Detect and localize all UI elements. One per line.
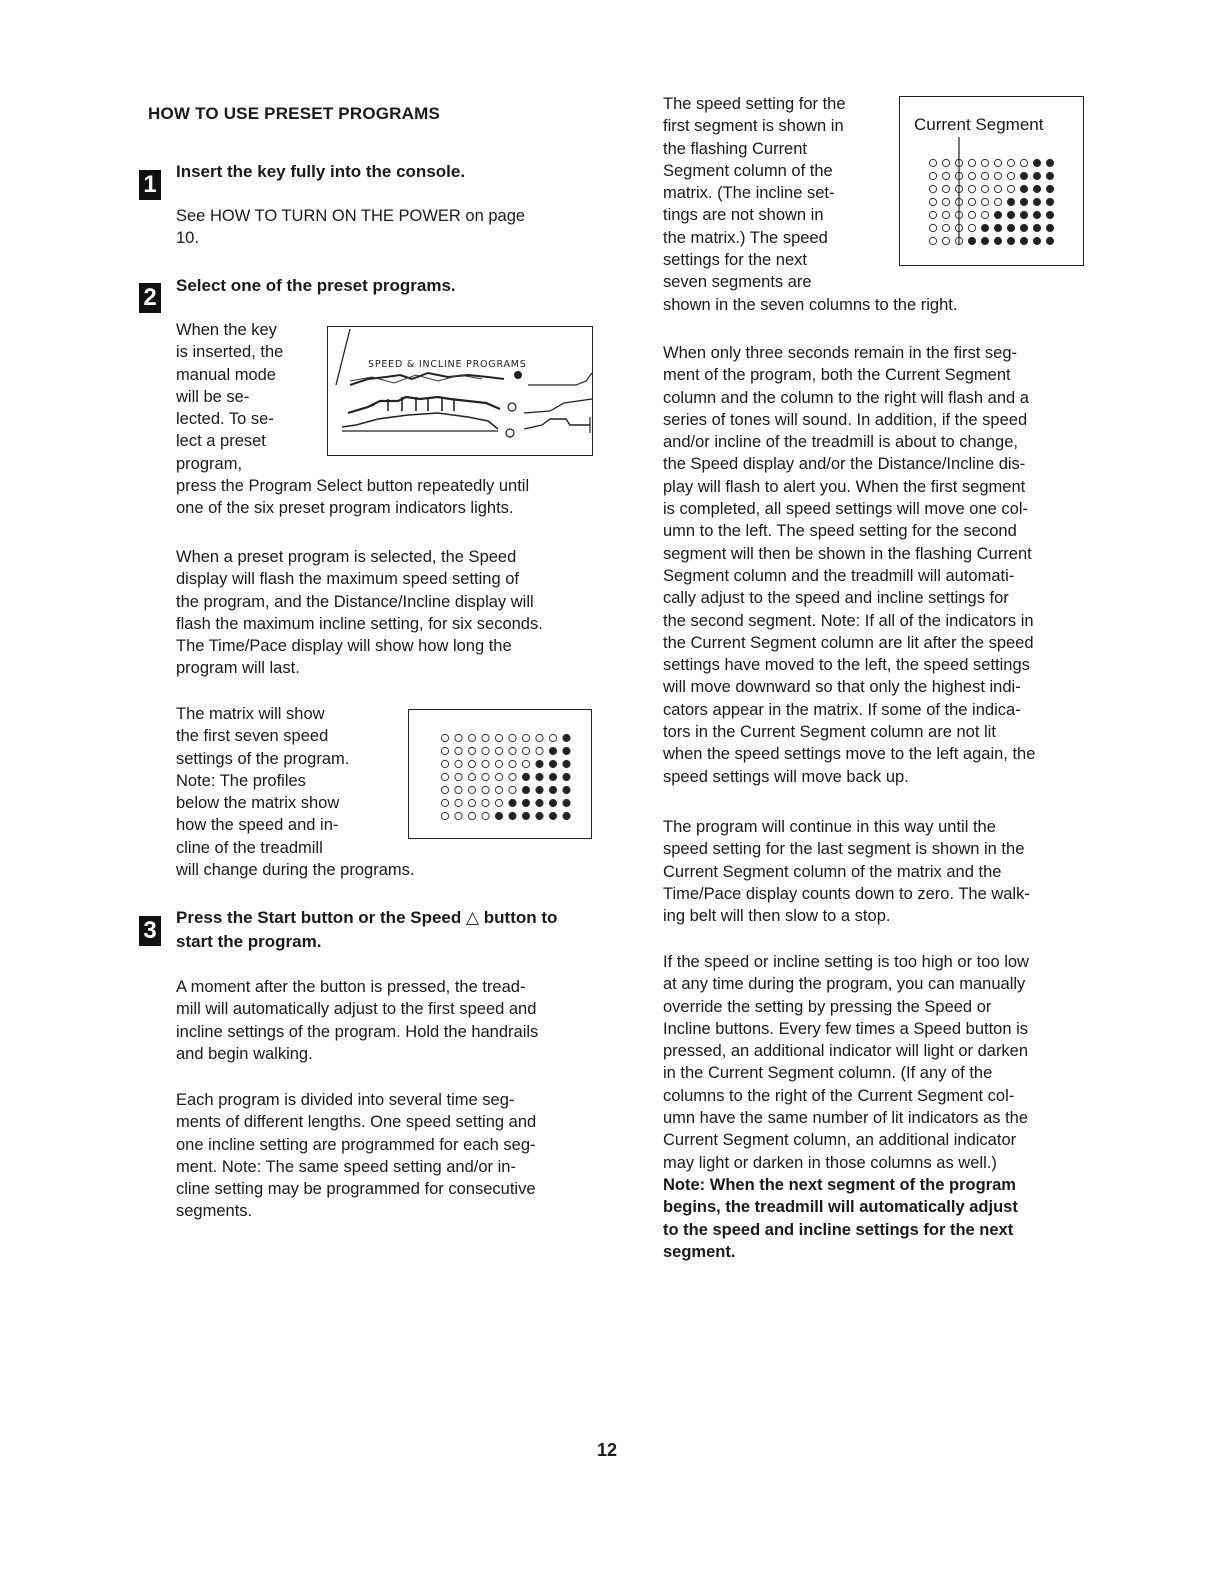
matrix-led-off [942, 224, 949, 231]
matrix-led-off [509, 747, 516, 754]
matrix-led-off [522, 747, 529, 754]
matrix-led-lit [1046, 198, 1053, 205]
matrix-led-off [522, 760, 529, 767]
matrix-led-lit [563, 747, 570, 754]
matrix-led-lit [563, 734, 570, 741]
matrix-led-off [455, 747, 462, 754]
section-title: HOW TO USE PRESET PROGRAMS [148, 104, 441, 123]
matrix-led-off [441, 799, 448, 806]
matrix-led-off [482, 773, 489, 780]
matrix-led-lit [522, 799, 529, 806]
matrix-led-lit [1020, 211, 1027, 218]
matrix-led-lit [1033, 159, 1040, 166]
matrix-led-lit [1033, 172, 1040, 179]
matrix-led-lit [1007, 198, 1014, 205]
matrix-led-off [455, 812, 462, 819]
matrix-led-lit [536, 812, 543, 819]
step-3-number: 3 [139, 916, 161, 946]
matrix-led-off [482, 799, 489, 806]
matrix-led-lit [549, 786, 556, 793]
matrix-led-lit [968, 237, 975, 244]
matrix-led-off [455, 799, 462, 806]
matrix-led-off [509, 734, 516, 741]
matrix-led-off [1007, 159, 1014, 166]
matrix-led-lit [563, 760, 570, 767]
matrix-led-off [495, 773, 502, 780]
matrix-led-lit [495, 812, 502, 819]
matrix-led-off [929, 237, 936, 244]
matrix-led-lit [1046, 237, 1053, 244]
indicator-off-icon [506, 429, 514, 437]
matrix-led-off [929, 185, 936, 192]
matrix-led-lit [1020, 237, 1027, 244]
matrix-led-off [981, 172, 988, 179]
matrix-led-off [968, 172, 975, 179]
matrix-led-lit [549, 799, 556, 806]
matrix-led-off [994, 198, 1001, 205]
matrix-led-off [929, 211, 936, 218]
matrix-led-lit [1020, 172, 1027, 179]
matrix-led-lit [549, 812, 556, 819]
matrix-led-off [981, 211, 988, 218]
matrix-led-off [468, 760, 475, 767]
step-3-title: Press the Start button or the Speed △ button to start the program. [176, 908, 558, 951]
matrix-led-off [522, 734, 529, 741]
page-number: 12 [597, 1440, 618, 1460]
matrix-led-lit [1046, 211, 1053, 218]
matrix-led-off [455, 773, 462, 780]
matrix-led-off [455, 760, 462, 767]
step-1-body: See HOW TO TURN ON THE POWER on page 10. [176, 207, 526, 248]
indicator-light-icon [514, 371, 522, 379]
note-line: segment. [663, 1242, 736, 1261]
matrix-led-lit [1020, 185, 1027, 192]
matrix-led-off [929, 172, 936, 179]
matrix-led-lit [509, 799, 516, 806]
matrix-led-off [441, 760, 448, 767]
matrix-led-off [495, 799, 502, 806]
matrix-led-lit [1007, 237, 1014, 244]
indicator-off-icon [508, 403, 516, 411]
console-panel-illustration [327, 326, 593, 456]
step-1-title: Insert the key fully into the console. [176, 162, 466, 181]
step-2-title: Select one of the preset programs. [176, 276, 456, 295]
matrix-led-lit [1046, 172, 1053, 179]
matrix-led-lit [522, 812, 529, 819]
matrix-led-off [1007, 172, 1014, 179]
matrix-led-lit [1033, 237, 1040, 244]
matrix-led-off [495, 786, 502, 793]
matrix-led-lit [981, 224, 988, 231]
matrix-led-off [994, 185, 1001, 192]
matrix-led-off [509, 760, 516, 767]
matrix-led-lit [509, 812, 516, 819]
matrix-led-lit [549, 773, 556, 780]
matrix-led-lit [1033, 224, 1040, 231]
matrix-led-off [441, 786, 448, 793]
matrix-led-lit [1007, 224, 1014, 231]
matrix-led-lit [522, 786, 529, 793]
matrix-led-off [942, 159, 949, 166]
current-segment-illustration [899, 96, 1084, 266]
step-2-wrap-text: When the key is inserted, the manual mode will be se- lected. To se- lect a preset program, press the Program Select button repeatedly until one of the six preset program indicators lights. [176, 321, 530, 518]
matrix-led-off [482, 747, 489, 754]
matrix-led-off [468, 786, 475, 793]
matrix-led-off [929, 198, 936, 205]
matrix-led-off [468, 747, 475, 754]
matrix-led-off [994, 159, 1001, 166]
matrix-led-off [536, 734, 543, 741]
current-segment-label: Current Segment [914, 115, 1044, 134]
matrix-led-off [994, 172, 1001, 179]
matrix-led-off [942, 198, 949, 205]
matrix-led-off [536, 747, 543, 754]
matrix-led-off [549, 734, 556, 741]
matrix-led-lit [536, 773, 543, 780]
matrix-led-lit [1033, 198, 1040, 205]
matrix-led-off [942, 237, 949, 244]
matrix-led-lit [994, 211, 1001, 218]
matrix-led-off [968, 211, 975, 218]
continue-paragraph: The program will continue in this way until the speed setting for the last segment is shown in the Current Segment column of the matrix and the Time/Pace display counts down to zero. The walk- ing belt will then slow to a stop. [663, 818, 1030, 926]
matrix-led-lit [994, 237, 1001, 244]
matrix-led-lit [981, 237, 988, 244]
matrix-led-off [968, 224, 975, 231]
matrix-led-off [968, 185, 975, 192]
matrix-led-off [468, 734, 475, 741]
matrix-led-lit [522, 773, 529, 780]
matrix-led-off [942, 185, 949, 192]
matrix-led-off [981, 185, 988, 192]
matrix-led-lit [563, 812, 570, 819]
matrix-led-off [495, 760, 502, 767]
moment-paragraph: A moment after the button is pressed, the tread- mill will automatically adjust to the first speed and incline settings of the program. Hold the handrails and begin walking. [176, 978, 539, 1063]
three-seconds-paragraph: When only three seconds remain in the first seg- ment of the program, both the Current Segment column and the column to the right will flash and a series of tones will sound. In addition, if the speed and/or incline of the treadmill is about to change, the Speed display and/or the Distance/Incline dis- play will flash to alert you. When the first segment is completed, all speed settings will move one col- umn to the left. The speed setting for the second segment will then be shown in the flashing Current Segment column and the treadmill will automati- cally adjust to the speed and incline settings for the second segment. Note: If all of the indicators in the Current Segment column are lit after the speed settings have moved to the left, the speed settings will move downward so that only the highest indi- cators appear in the matrix. If some of the indica- tors in the Current Segment column are not lit when the speed settings move to the left again, the speed settings will move back up. [663, 344, 1036, 786]
matrix-led-lit [1033, 185, 1040, 192]
matrix-led-off [482, 812, 489, 819]
matrix-led-lit [1020, 224, 1027, 231]
matrix-led-off [482, 734, 489, 741]
matrix-led-off [482, 786, 489, 793]
matrix-led-off [942, 172, 949, 179]
matrix-led-off [509, 773, 516, 780]
matrix-led-lit [563, 773, 570, 780]
matrix-led-off [468, 773, 475, 780]
matrix-led-off [1007, 185, 1014, 192]
matrix-led-off [929, 224, 936, 231]
matrix-led-lit [1046, 224, 1053, 231]
matrix-paragraph: The matrix will show the first seven speed settings of the program. Note: The profiles below the matrix show how the speed and in- cline of the treadmill will change during the programs. [176, 705, 415, 880]
matrix-led-off [981, 159, 988, 166]
step-1-number: 1 [139, 170, 161, 200]
matrix-led-off [455, 734, 462, 741]
note-line: Note: When the next segment of the program [663, 1175, 1016, 1194]
matrix-led-off [441, 773, 448, 780]
matrix-led-lit [563, 786, 570, 793]
note-line: begins, the treadmill will automatically adjust [663, 1198, 1018, 1217]
matrix-led-off [455, 786, 462, 793]
matrix-led-lit [536, 786, 543, 793]
matrix-led-lit [1033, 211, 1040, 218]
matrix-led-lit [536, 760, 543, 767]
matrix-led-off [468, 812, 475, 819]
preset-paragraph: When a preset program is selected, the Speed display will flash the maximum speed setting of the program, and the Distance/Incline display will flash the maximum incline setting, for six seconds. The Time/Pace display will show how long the program will last. [176, 548, 543, 678]
matrix-led-off [468, 799, 475, 806]
matrix-led-off [1020, 159, 1027, 166]
matrix-led-off [929, 159, 936, 166]
matrix-led-lit [536, 799, 543, 806]
matrix-led-off [495, 747, 502, 754]
matrix-led-lit [549, 747, 556, 754]
matrix-led-off [441, 734, 448, 741]
matrix-led-lit [549, 760, 556, 767]
matrix-led-lit [1046, 159, 1053, 166]
segments-paragraph: Each program is divided into several time seg- ments of different lengths. One speed setting and one incline setting are programmed for each seg- ment. Note: The same speed setting and/or in- cline setting may be programmed for consecutive segments. [176, 1091, 537, 1221]
matrix-led-off [482, 760, 489, 767]
matrix-led-off [981, 198, 988, 205]
matrix-led-off [441, 812, 448, 819]
matrix-led-lit [1007, 211, 1014, 218]
note-line: to the speed and incline settings for the next [663, 1220, 1014, 1239]
matrix-led-off [495, 734, 502, 741]
matrix-led-lit [994, 224, 1001, 231]
matrix-led-off [441, 747, 448, 754]
matrix-led-off [968, 159, 975, 166]
console-panel-label: SPEED & INCLINE PROGRAMS [368, 359, 527, 370]
step-2-number: 2 [139, 283, 161, 313]
matrix-led-off [968, 198, 975, 205]
current-segment-paragraph: The speed setting for the first segment is shown in the flashing Current Segment column of the matrix. (The incline set- tings are not shown in the matrix.) The speed settings for the next seven segments are shown in the seven columns to the right. [663, 95, 958, 314]
matrix-led-lit [1020, 198, 1027, 205]
matrix-led-lit [563, 799, 570, 806]
override-paragraph: If the speed or incline setting is too high or too low at any time during the program, you can manually override the setting by pressing the Speed or Incline buttons. Every few times a Speed button is pressed, an additional indicator will light or darken in the Current Segment column. (If any of the columns to the right of the Current Segment col- umn have the same number of lit indicators as the Current Segment column, an additional indicator may light or darken in those columns as well.) Note: When the next segment of the program begins, the treadmill will automatically adjust to the speed and incline settings for the next segment. [663, 951, 1029, 1263]
matrix-led-off [942, 211, 949, 218]
matrix-illustration [408, 709, 592, 839]
matrix-led-off [509, 786, 516, 793]
matrix-led-lit [1046, 185, 1053, 192]
